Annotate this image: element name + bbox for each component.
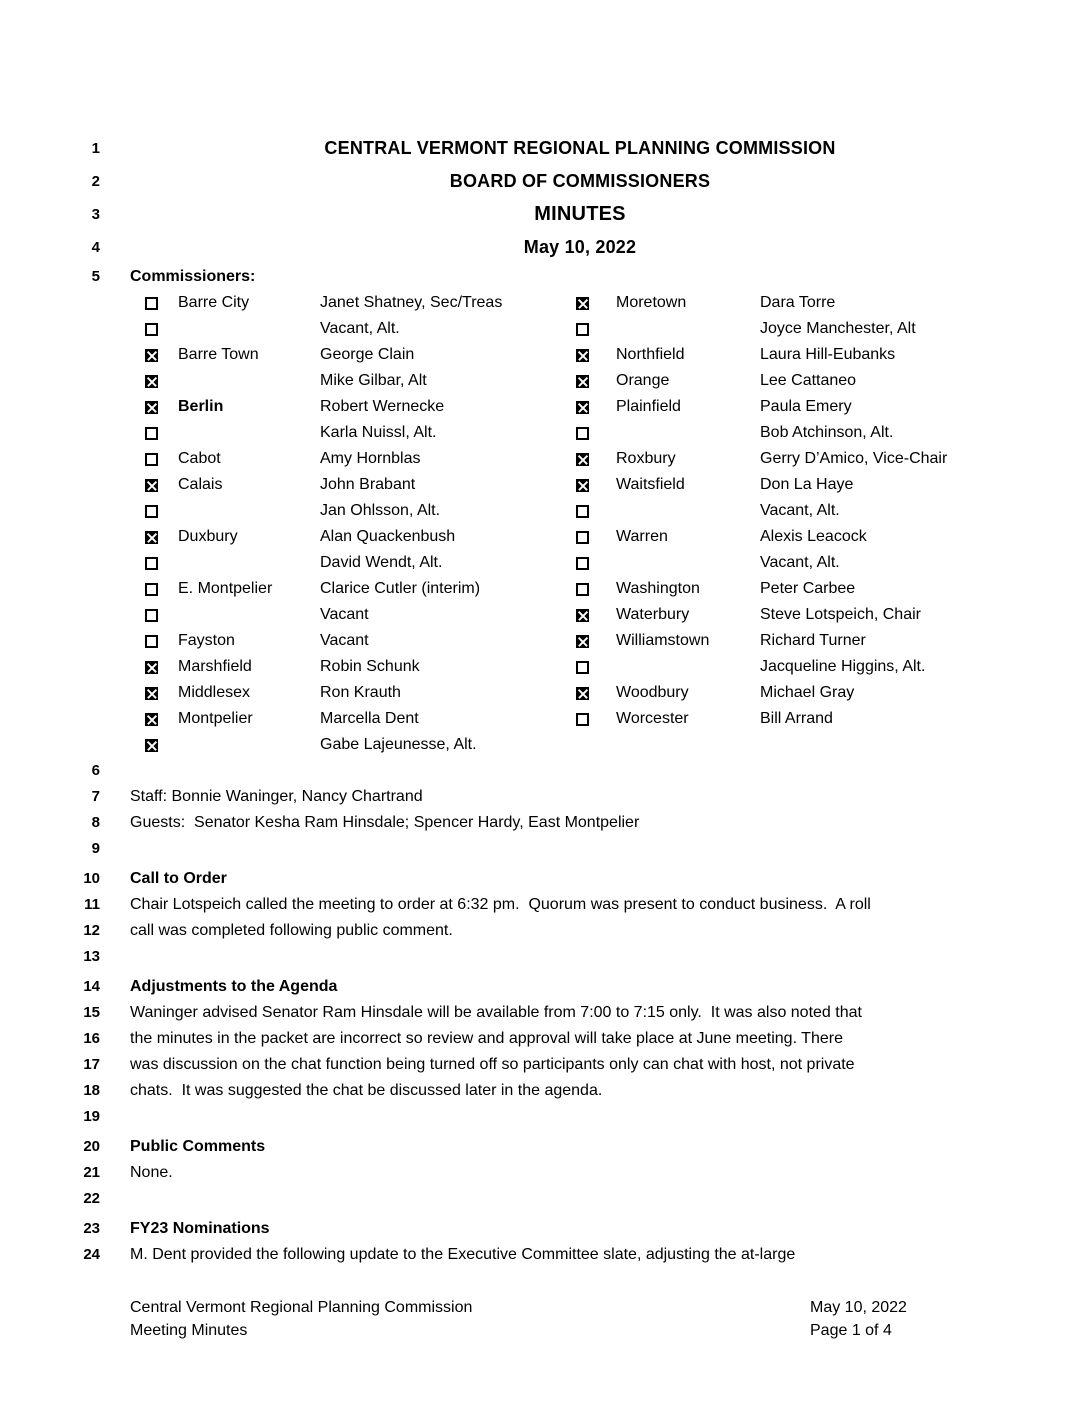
line-number: 18 bbox=[83, 1082, 100, 1099]
checkbox-cell bbox=[145, 661, 178, 674]
unchecked-checkbox-icon bbox=[576, 505, 589, 518]
roster-row bbox=[576, 550, 1030, 576]
checkbox-cell bbox=[576, 297, 616, 310]
commissioner-name: Joyce Manchester, Alt bbox=[760, 320, 916, 337]
unchecked-checkbox-icon bbox=[576, 531, 589, 544]
minutes-text-line bbox=[60, 1104, 1030, 1130]
commissioner-name: George Clain bbox=[320, 346, 415, 363]
roster-row bbox=[145, 420, 576, 446]
checked-checkbox-icon bbox=[576, 479, 589, 492]
line-number: 11 bbox=[84, 896, 100, 913]
unchecked-checkbox-icon bbox=[576, 323, 589, 336]
commissioner-name: Richard Turner bbox=[760, 632, 866, 649]
town-name: Montpelier bbox=[178, 710, 253, 727]
line-number: 24 bbox=[83, 1246, 100, 1263]
section-heading-line bbox=[60, 1216, 1030, 1242]
document-title-text: CENTRAL VERMONT REGIONAL PLANNING COMMISSION bbox=[324, 138, 836, 158]
town-name: Plainfield bbox=[616, 398, 681, 415]
header-line bbox=[60, 231, 1030, 264]
roster-row bbox=[145, 524, 576, 550]
unchecked-checkbox-icon bbox=[145, 557, 158, 570]
roster-left-column bbox=[145, 290, 576, 758]
checked-checkbox-icon bbox=[576, 635, 589, 648]
footer-date: May 10, 2022 bbox=[810, 1299, 907, 1316]
minutes-text: the minutes in the packet are incorrect so review and approval will take place at June meeting. There bbox=[130, 1030, 843, 1047]
checked-checkbox-icon bbox=[576, 609, 589, 622]
town-name: Calais bbox=[178, 476, 223, 493]
roster-row bbox=[145, 472, 576, 498]
town-name: Waitsfield bbox=[616, 476, 685, 493]
commissioner-name: Lee Cattaneo bbox=[760, 372, 857, 389]
unchecked-checkbox-icon bbox=[576, 427, 589, 440]
checked-checkbox-icon bbox=[576, 401, 589, 414]
line-number: 23 bbox=[83, 1220, 100, 1237]
line-number: 8 bbox=[91, 814, 100, 831]
roster-row bbox=[576, 368, 1030, 394]
checkbox-cell bbox=[145, 427, 178, 440]
unchecked-checkbox-icon bbox=[145, 583, 158, 596]
minutes-text: Guests: Senator Kesha Ram Hinsdale; Spencer Hardy, East Montpelier bbox=[130, 814, 640, 831]
town-name: Barre City bbox=[178, 294, 250, 311]
commissioner-name: Vacant, Alt. bbox=[760, 502, 840, 519]
unchecked-checkbox-icon bbox=[576, 557, 589, 570]
minutes-text-line bbox=[60, 1186, 1030, 1212]
town-name: Northfield bbox=[616, 346, 685, 363]
commissioner-name: Vacant bbox=[320, 606, 369, 623]
minutes-text-line bbox=[60, 758, 1030, 784]
checkbox-cell bbox=[145, 687, 178, 700]
checked-checkbox-icon bbox=[145, 687, 158, 700]
town-name: Roxbury bbox=[616, 450, 676, 467]
roster-row bbox=[576, 472, 1030, 498]
roster-row bbox=[576, 602, 1030, 628]
document-body bbox=[60, 132, 1030, 1268]
town-name: Orange bbox=[616, 372, 670, 389]
roster-row bbox=[145, 576, 576, 602]
town-name: Warren bbox=[616, 528, 668, 545]
unchecked-checkbox-icon bbox=[576, 583, 589, 596]
unchecked-checkbox-icon bbox=[145, 505, 158, 518]
town-name: Cabot bbox=[178, 450, 221, 467]
town-name: Berlin bbox=[178, 398, 224, 415]
line-number: 1 bbox=[91, 140, 100, 157]
roster-row bbox=[145, 394, 576, 420]
roster-row bbox=[145, 316, 576, 342]
commissioner-name: Steve Lotspeich, Chair bbox=[760, 606, 921, 623]
checkbox-cell bbox=[145, 479, 178, 492]
commissioner-name: John Brabant bbox=[320, 476, 416, 493]
minutes-text-line bbox=[60, 1160, 1030, 1186]
footer-doc-type: Meeting Minutes bbox=[130, 1322, 248, 1339]
checkbox-cell bbox=[576, 583, 616, 596]
section-heading-line bbox=[60, 974, 1030, 1000]
footer-page-number: Page 1 of 4 bbox=[810, 1322, 892, 1339]
roster-right-column bbox=[576, 290, 1030, 758]
commissioner-name: Alexis Leacock bbox=[760, 528, 867, 545]
town-name: Washington bbox=[616, 580, 700, 597]
roster-row bbox=[145, 628, 576, 654]
line-number: 9 bbox=[91, 840, 100, 857]
checked-checkbox-icon bbox=[576, 375, 589, 388]
checkbox-cell bbox=[145, 557, 178, 570]
checked-checkbox-icon bbox=[576, 687, 589, 700]
checkbox-cell bbox=[576, 713, 616, 726]
checked-checkbox-icon bbox=[145, 479, 158, 492]
checkbox-cell bbox=[576, 661, 616, 674]
minutes-text-line bbox=[60, 1000, 1030, 1026]
checkbox-cell bbox=[145, 739, 178, 752]
checkbox-cell bbox=[576, 479, 616, 492]
line-number: 15 bbox=[83, 1004, 100, 1021]
section-heading: Call to Order bbox=[130, 870, 227, 887]
checkbox-cell bbox=[145, 453, 178, 466]
checkbox-cell bbox=[576, 427, 616, 440]
unchecked-checkbox-icon bbox=[576, 661, 589, 674]
checked-checkbox-icon bbox=[145, 739, 158, 752]
minutes-text: chats. It was suggested the chat be discussed later in the agenda. bbox=[130, 1082, 603, 1099]
document-title-text: May 10, 2022 bbox=[523, 237, 637, 257]
commissioners-heading: Commissioners: bbox=[130, 268, 256, 285]
roster-row bbox=[145, 680, 576, 706]
minutes-text-line bbox=[60, 784, 1030, 810]
commissioner-name: Amy Hornblas bbox=[320, 450, 421, 467]
checked-checkbox-icon bbox=[145, 375, 158, 388]
roster-row bbox=[576, 498, 1030, 524]
commissioner-name: Vacant, Alt. bbox=[320, 320, 400, 337]
checkbox-cell bbox=[145, 531, 178, 544]
town-name: Woodbury bbox=[616, 684, 689, 701]
minutes-text-line bbox=[60, 892, 1030, 918]
town-name: Waterbury bbox=[616, 606, 690, 623]
town-name: Williamstown bbox=[616, 632, 710, 649]
line-number: 6 bbox=[91, 762, 100, 779]
checked-checkbox-icon bbox=[145, 401, 158, 414]
document-header bbox=[60, 132, 1030, 264]
section-heading-line bbox=[60, 1134, 1030, 1160]
checkbox-cell bbox=[145, 297, 178, 310]
checkbox-cell bbox=[145, 713, 178, 726]
minutes-text: call was completed following public comment. bbox=[130, 922, 453, 939]
line-number: 19 bbox=[83, 1108, 100, 1125]
roster-row bbox=[145, 732, 576, 758]
commissioner-name: Bob Atchinson, Alt. bbox=[760, 424, 894, 441]
town-name: Worcester bbox=[616, 710, 689, 727]
page-footer bbox=[130, 1296, 958, 1342]
checkbox-cell bbox=[576, 453, 616, 466]
roster-row bbox=[576, 680, 1030, 706]
commissioner-name: Alan Quackenbush bbox=[320, 528, 456, 545]
line-number: 22 bbox=[83, 1190, 100, 1207]
line-number: 3 bbox=[91, 206, 100, 223]
commissioner-name: Janet Shatney, Sec/Treas bbox=[320, 294, 503, 311]
roster-row bbox=[576, 628, 1030, 654]
roster-row bbox=[145, 654, 576, 680]
line-number: 2 bbox=[91, 173, 100, 190]
commissioner-name: Robert Wernecke bbox=[320, 398, 445, 415]
commissioner-name: Karla Nuissl, Alt. bbox=[320, 424, 437, 441]
checked-checkbox-icon bbox=[576, 349, 589, 362]
line-number: 21 bbox=[83, 1164, 100, 1181]
roster-row bbox=[145, 498, 576, 524]
town-name: Barre Town bbox=[178, 346, 259, 363]
checked-checkbox-icon bbox=[145, 531, 158, 544]
checkbox-cell bbox=[145, 635, 178, 648]
line-number: 13 bbox=[83, 948, 100, 965]
line-number: 20 bbox=[83, 1138, 100, 1155]
town-name: E. Montpelier bbox=[178, 580, 273, 597]
section-heading: Adjustments to the Agenda bbox=[130, 978, 338, 995]
checkbox-cell bbox=[576, 531, 616, 544]
commissioner-name: Bill Arrand bbox=[760, 710, 833, 727]
checkbox-cell bbox=[145, 609, 178, 622]
unchecked-checkbox-icon bbox=[145, 323, 158, 336]
minutes-text-line bbox=[60, 1078, 1030, 1104]
line-number: 7 bbox=[91, 788, 100, 805]
checkbox-cell bbox=[576, 557, 616, 570]
checkbox-cell bbox=[145, 401, 178, 414]
line-number: 12 bbox=[83, 922, 100, 939]
minutes-text-line bbox=[60, 1242, 1030, 1268]
minutes-text: Waninger advised Senator Ram Hinsdale will be available from 7:00 to 7:15 only. It was also noted that bbox=[130, 1004, 862, 1021]
unchecked-checkbox-icon bbox=[145, 297, 158, 310]
commissioner-name: Ron Krauth bbox=[320, 684, 401, 701]
commissioners-heading-line bbox=[60, 264, 1030, 290]
unchecked-checkbox-icon bbox=[576, 713, 589, 726]
document-title-text: BOARD OF COMMISSIONERS bbox=[449, 171, 711, 191]
roster-row bbox=[576, 576, 1030, 602]
minutes-text: Chair Lotspeich called the meeting to order at 6:32 pm. Quorum was present to conduct business. A roll bbox=[130, 896, 871, 913]
checkbox-cell bbox=[145, 375, 178, 388]
checked-checkbox-icon bbox=[145, 661, 158, 674]
roster-row bbox=[576, 654, 1030, 680]
commissioner-name: Vacant, Alt. bbox=[760, 554, 840, 571]
checked-checkbox-icon bbox=[576, 297, 589, 310]
checkbox-cell bbox=[145, 323, 178, 336]
checkbox-cell bbox=[576, 323, 616, 336]
unchecked-checkbox-icon bbox=[145, 427, 158, 440]
roster-row bbox=[145, 368, 576, 394]
roster-row bbox=[576, 316, 1030, 342]
commissioner-name: Clarice Cutler (interim) bbox=[320, 580, 481, 597]
commissioner-name: Gerry D’Amico, Vice-Chair bbox=[760, 450, 948, 467]
checked-checkbox-icon bbox=[145, 713, 158, 726]
town-name: Marshfield bbox=[178, 658, 252, 675]
checkbox-cell bbox=[576, 687, 616, 700]
roster-row bbox=[576, 524, 1030, 550]
header-line bbox=[60, 198, 1030, 231]
unchecked-checkbox-icon bbox=[145, 635, 158, 648]
roster-row bbox=[576, 420, 1030, 446]
commissioner-name: Paula Emery bbox=[760, 398, 852, 415]
roster-row bbox=[576, 290, 1030, 316]
minutes-text-line bbox=[60, 944, 1030, 970]
town-name: Moretown bbox=[616, 294, 687, 311]
checkbox-cell bbox=[145, 583, 178, 596]
roster-row bbox=[145, 706, 576, 732]
line-number: 14 bbox=[83, 978, 100, 995]
minutes-text: M. Dent provided the following update to the Executive Committee slate, adjusting the at-large bbox=[130, 1246, 796, 1263]
town-name: Fayston bbox=[178, 632, 235, 649]
line-number: 10 bbox=[83, 870, 100, 887]
commissioner-name: Laura Hill-Eubanks bbox=[760, 346, 896, 363]
commissioner-name: Marcella Dent bbox=[320, 710, 419, 727]
checked-checkbox-icon bbox=[576, 453, 589, 466]
unchecked-checkbox-icon bbox=[145, 609, 158, 622]
header-line bbox=[60, 132, 1030, 165]
checkbox-cell bbox=[576, 609, 616, 622]
commissioner-name: David Wendt, Alt. bbox=[320, 554, 443, 571]
roster-row bbox=[576, 394, 1030, 420]
minutes-text: was discussion on the chat function being turned off so participants only can chat with host, not private bbox=[130, 1056, 855, 1073]
document-title-text: MINUTES bbox=[534, 203, 626, 225]
minutes-text-section bbox=[60, 758, 1030, 1268]
commissioners-roster bbox=[145, 290, 1030, 758]
minutes-text-line bbox=[60, 836, 1030, 862]
roster-row bbox=[145, 342, 576, 368]
roster-row bbox=[576, 342, 1030, 368]
minutes-text: None. bbox=[130, 1164, 173, 1181]
town-name: Duxbury bbox=[178, 528, 238, 545]
line-number: 4 bbox=[91, 239, 100, 256]
town-name: Middlesex bbox=[178, 684, 251, 701]
commissioner-name: Jacqueline Higgins, Alt. bbox=[760, 658, 926, 675]
footer-right-block bbox=[810, 1296, 907, 1342]
checkbox-cell bbox=[145, 349, 178, 362]
commissioner-name: Peter Carbee bbox=[760, 580, 856, 597]
minutes-text-line bbox=[60, 810, 1030, 836]
checkbox-cell bbox=[576, 375, 616, 388]
roster-row bbox=[576, 706, 1030, 732]
checkbox-cell bbox=[145, 505, 178, 518]
commissioner-name: Mike Gilbar, Alt bbox=[320, 372, 427, 389]
minutes-text: Staff: Bonnie Waninger, Nancy Chartrand bbox=[130, 788, 423, 805]
minutes-text-line bbox=[60, 1026, 1030, 1052]
unchecked-checkbox-icon bbox=[145, 453, 158, 466]
commissioner-name: Robin Schunk bbox=[320, 658, 420, 675]
line-number: 5 bbox=[91, 268, 100, 285]
checked-checkbox-icon bbox=[145, 349, 158, 362]
checkbox-cell bbox=[576, 401, 616, 414]
line-number: 16 bbox=[83, 1030, 100, 1047]
commissioner-name: Jan Ohlsson, Alt. bbox=[320, 502, 441, 519]
roster-row bbox=[145, 446, 576, 472]
minutes-text-line bbox=[60, 1052, 1030, 1078]
section-heading: FY23 Nominations bbox=[130, 1220, 270, 1237]
commissioner-name: Vacant bbox=[320, 632, 369, 649]
commissioner-name: Dara Torre bbox=[760, 294, 836, 311]
commissioner-name: Michael Gray bbox=[760, 684, 855, 701]
checkbox-cell bbox=[576, 505, 616, 518]
minutes-text-line bbox=[60, 918, 1030, 944]
checkbox-cell bbox=[576, 635, 616, 648]
section-heading: Public Comments bbox=[130, 1138, 266, 1155]
checkbox-cell bbox=[576, 349, 616, 362]
section-heading-line bbox=[60, 866, 1030, 892]
header-line bbox=[60, 165, 1030, 198]
footer-org-name: Central Vermont Regional Planning Commission bbox=[130, 1299, 473, 1316]
line-number: 17 bbox=[83, 1056, 100, 1073]
commissioner-name: Don La Haye bbox=[760, 476, 854, 493]
roster-row bbox=[145, 290, 576, 316]
commissioner-name: Gabe Lajeunesse, Alt. bbox=[320, 736, 477, 753]
roster-row bbox=[576, 446, 1030, 472]
roster-row bbox=[145, 602, 576, 628]
roster-row bbox=[145, 550, 576, 576]
